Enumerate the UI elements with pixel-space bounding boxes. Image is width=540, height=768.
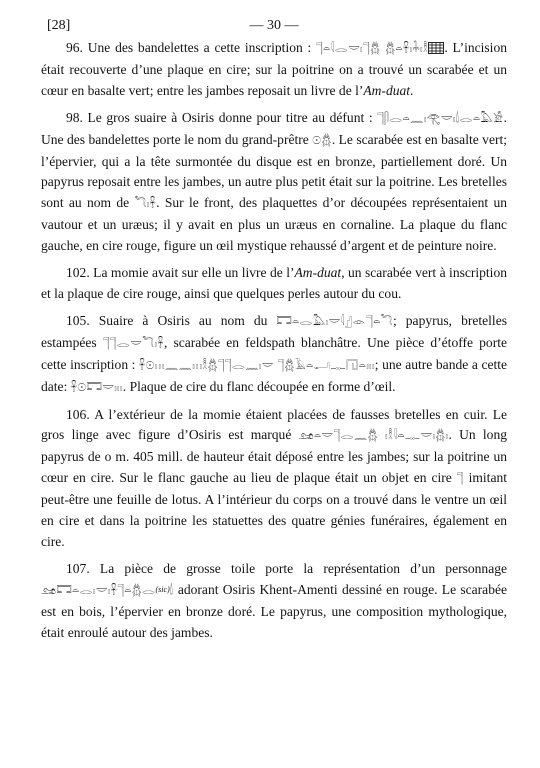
entry-text: . bbox=[410, 82, 414, 98]
entry-number: 96. bbox=[66, 40, 83, 55]
entry-text: , scarabée en feldspath blanchâtre. Une pièce d’étoffe porte cette inscription : bbox=[41, 334, 507, 372]
entry-text: La momie avait sur elle un livre de l’ bbox=[89, 265, 295, 281]
entry-text: A l’extérieur de la momie étaient placées de fausses bretelles en cuir. Le gros linge avec figure d’Osiris est marqué bbox=[41, 406, 507, 443]
hieroglyph-inscription: 𓊹𓏏𓇋𓂋𓎟𓏤𓊹𓆣 bbox=[316, 42, 381, 55]
hieroglyph-inscription: 𓆓𓏤𓋹 bbox=[134, 197, 157, 211]
hatched-block-icon bbox=[428, 42, 444, 54]
entry-106 bbox=[41, 405, 507, 553]
hieroglyph-inscription: 𓊹 bbox=[456, 472, 464, 486]
entry-105 bbox=[41, 311, 507, 399]
entry-text: adorant Osiris Khent-Amenti dessiné en rouge. Le scarabée est en bois, l’épervier en bronze doré. Le papyrus, une composition mythologique, était enroulé autour des jambes. bbox=[41, 581, 507, 640]
page-header bbox=[41, 16, 507, 38]
entry-text: ; papyrus, bretelles estampées bbox=[41, 312, 507, 350]
hieroglyph-inscription: 𓊹𓆣𓄿𓏏𓂝𓊃𓉔𓏏𓏤𓏤𓏤 bbox=[277, 358, 375, 372]
entry-text: . Une des bandelettes porte le nom du grand-prêtre bbox=[41, 109, 507, 147]
hieroglyph-inscription: 𓉐𓏏𓂋𓅓𓏤𓎟𓇋𓊨𓁹𓊹𓏏𓆓 bbox=[276, 314, 393, 328]
entry-text: . Un long papyrus de o m. 405 mill. de hauteur était déposé entre les jambes; sur la poitrine un cœur en cire. Sur le flanc gauche au lieu de plaque était un objet en cire bbox=[41, 427, 507, 486]
entry-text: imitant peut-être une feuille de lotus. A l’intérieur du corps on a trouvé dans le ventre un œil en cire et dans la poitrine les statuettes des quatre génies funéraires, également en cire. bbox=[41, 470, 507, 549]
entry-96 bbox=[41, 38, 507, 102]
book-title: Am-duat bbox=[363, 82, 411, 98]
entry-text: . Plaque de cire du flanc découpée en forme d’œil. bbox=[122, 378, 396, 394]
hieroglyph-inscription: 𓌃 bbox=[169, 583, 174, 597]
hieroglyph-date: 𓋹𓇳𓉐𓎟𓏤𓏤𓏤 bbox=[70, 380, 123, 394]
entry-text: Une des bandelettes a cette inscription : bbox=[82, 40, 317, 55]
entry-number: 107. bbox=[66, 560, 90, 576]
entry-98 bbox=[41, 108, 507, 257]
entry-number: 98. bbox=[66, 109, 83, 125]
hieroglyph-inscription: 𓃭𓏏𓎟𓊹𓂋𓈖𓆣 bbox=[298, 429, 378, 443]
entry-number: 105. bbox=[66, 312, 90, 328]
hieroglyph-inscription: 𓋹𓇳𓏥𓈖𓈖𓏥𓎛𓆣𓊹𓊹𓂋𓈖𓏤𓎟 bbox=[139, 358, 274, 372]
entry-text: . Le scarabée est en basalte vert; l’épervier, qui a la tête surmontée du disque est en bronze, partiellement doré. Un papyrus reposait entre les jambes, un autre plus petit était sur la poitrine. Les bretelles sont au nom de bbox=[41, 131, 507, 211]
entry-text: . L’incision était recouverte d’une plaque en cire; sur la poitrine on a trouvé un scarabée et un cœur en basalte vert; entre les jambes reposait un livre de l’ bbox=[41, 40, 507, 98]
hieroglyph-inscription: 𓃭𓉐𓏏𓂋𓏤𓎟𓏤𓋹𓊹𓏏𓆣𓂋 bbox=[41, 583, 156, 597]
hieroglyph-inscription: 𓊹𓋴𓂋𓏏𓈖𓏤𓂀𓎟𓏤𓌃𓂋𓏏𓅓𓀀 bbox=[377, 111, 504, 125]
sic-note: (sic) bbox=[155, 584, 170, 594]
hieroglyph-inscription: 𓇳𓆣 bbox=[312, 133, 332, 147]
entry-number: 102. bbox=[66, 265, 90, 281]
hieroglyph-inscription: 𓆣𓏏𓋹𓏤𓇓𓏤𓎛 bbox=[385, 42, 429, 55]
entry-text bbox=[378, 427, 385, 442]
entry-text: Suaire à Osiris au nom du bbox=[89, 312, 277, 328]
entry-text: ; une autre bande a cette date: bbox=[41, 356, 508, 394]
hieroglyph-inscription: 𓊹𓊹𓂋𓎟𓆓𓏤𓋹 bbox=[102, 336, 164, 350]
signature-mark: [28] bbox=[47, 18, 71, 33]
entry-102 bbox=[41, 263, 507, 305]
entry-text: Le gros suaire à Osiris donne pour titre au défunt : bbox=[82, 109, 378, 125]
entry-text: . Sur le front, des plaquettes d’or découpées représentaient un vautour et un uræus; il y avait en plus un uræus en cornaline. La plaque du flanc gauche, en cire rouge, figure un œil mystique rehaussé d’argent et de peinture noire. bbox=[41, 195, 507, 254]
entry-107 bbox=[41, 559, 507, 644]
entry-number: 106. bbox=[66, 406, 90, 422]
hieroglyph-inscription: 𓏤𓎛𓇋𓏏𓊃𓎟𓏤𓆣𓏤 bbox=[385, 429, 449, 443]
entry-text: La pièce de grosse toile porte la représentation d’un personnage bbox=[89, 560, 507, 576]
entry-text: , un scarabée vert à inscription et la plaque de cire rouge, ainsi que quelques perles autour du cou. bbox=[41, 265, 507, 301]
page-number: — 30 — bbox=[249, 18, 299, 33]
book-title: Am-duat bbox=[294, 265, 342, 281]
